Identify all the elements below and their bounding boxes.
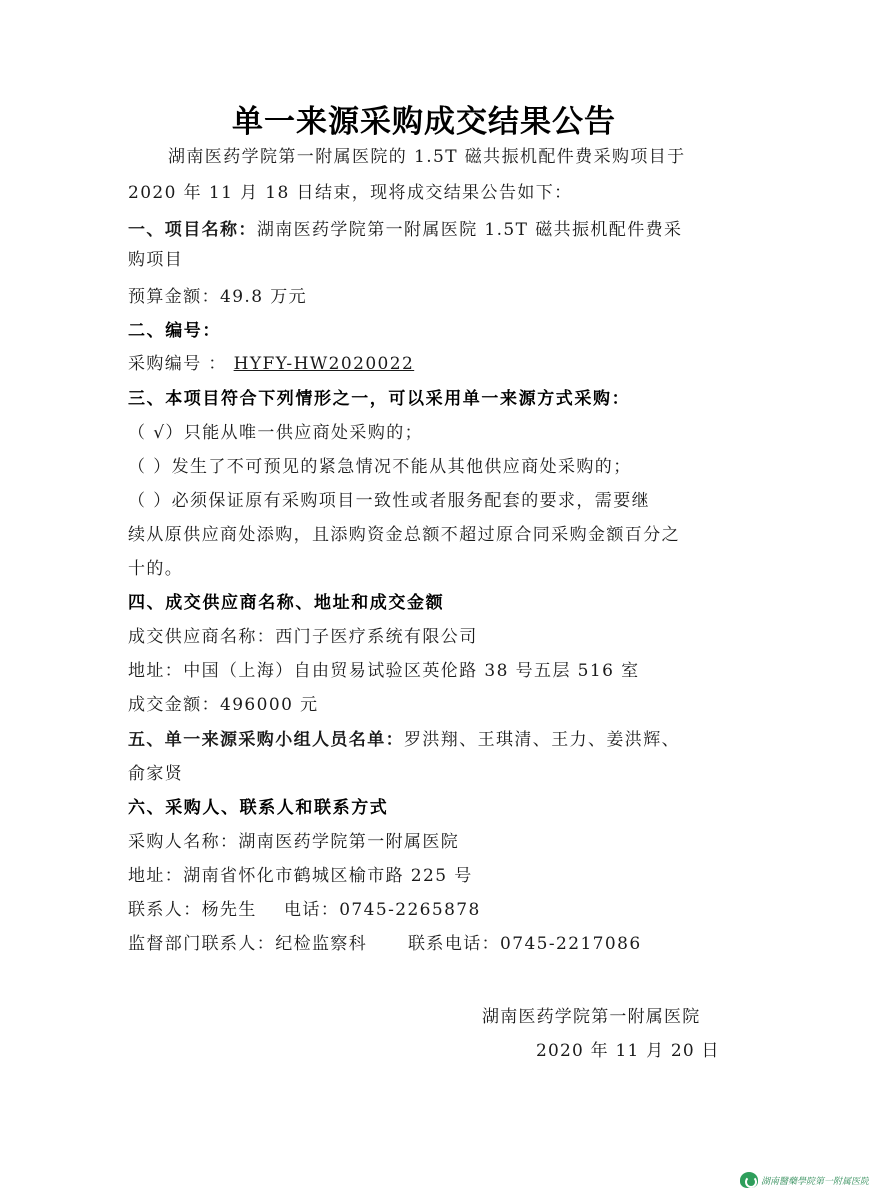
signature-org: 湖南医药学院第一附属医院 — [482, 1007, 701, 1027]
intro-line-2: 2020 年 11 月 18 日结束，现将成交结果公告如下： — [128, 183, 573, 203]
procurement-number-row — [128, 353, 414, 375]
project-heading: 一、项目名称： — [128, 220, 257, 240]
budget: 预算金额：49.8 万元 — [128, 287, 308, 307]
supplier-address: 地址：中国（上海）自由贸易试验区英伦路 38 号五层 516 室 — [128, 661, 640, 681]
signature-date: 2020 年 11 月 20 日 — [536, 1041, 720, 1061]
buyer-address: 地址：湖南省怀化市鹤城区榆市路 225 号 — [128, 866, 473, 886]
condition-item-3: （ ）必须保证原有采购项目一致性或者服务配套的要求，需要继 — [128, 491, 651, 511]
project-name-row — [128, 219, 682, 241]
conditions-heading: 三、本项目符合下列情形之一，可以采用单一来源方式采购： — [128, 389, 631, 409]
condition-item-3-cont: 续从原供应商处添购，且添购资金总额不超过原合同采购金额百分之 — [128, 525, 680, 545]
condition-item-3-end: 十的。 — [128, 559, 184, 579]
team-heading: 五、单一来源采购小组人员名单： — [128, 730, 404, 750]
contact-heading: 六、采购人、联系人和联系方式 — [128, 798, 389, 818]
contact-person: 联系人：杨先生 电话：0745-2265878 — [128, 900, 481, 920]
procurement-number: HYFY-HW2020022 — [233, 354, 415, 374]
buyer-name: 采购人名称：湖南医药学院第一附属医院 — [128, 832, 460, 852]
team-members-cont: 俞家贤 — [128, 764, 184, 784]
condition-item-2: （ ）发生了不可预见的紧急情况不能从其他供应商处采购的； — [128, 457, 632, 477]
supervisor-contact: 监督部门联系人：纪检监察科 联系电话：0745-2217086 — [128, 934, 642, 954]
project-name: 湖南医药学院第一附属医院 1.5T 磁共振机配件费采 — [256, 220, 683, 240]
footer-logo-text: 湖南醫藥學院第一附属医院 — [761, 1176, 869, 1187]
supplier-heading: 四、成交供应商名称、地址和成交金额 — [128, 593, 445, 613]
team-members: 罗洪翔、王琪清、王力、姜洪辉、 — [404, 730, 680, 750]
intro-line-1: 湖南医药学院第一附属医院的 1.5T 磁共振机配件费采购项目于 — [168, 147, 686, 167]
supplier-name: 成交供应商名称：西门子医疗系统有限公司 — [128, 627, 478, 647]
team-row — [128, 729, 680, 751]
hospital-logo-icon — [740, 1172, 758, 1188]
project-name-cont: 购项目 — [128, 250, 184, 270]
procurement-number-label: 采购编号 ： — [128, 354, 227, 374]
deal-amount: 成交金额：496000 元 — [128, 695, 319, 715]
condition-item-1: （ √）只能从唯一供应商处采购的； — [128, 423, 424, 443]
footer-logo — [740, 1170, 869, 1190]
number-heading: 二、编号： — [128, 321, 221, 341]
page-title: 单一来源采购成交结果公告 — [232, 104, 616, 140]
